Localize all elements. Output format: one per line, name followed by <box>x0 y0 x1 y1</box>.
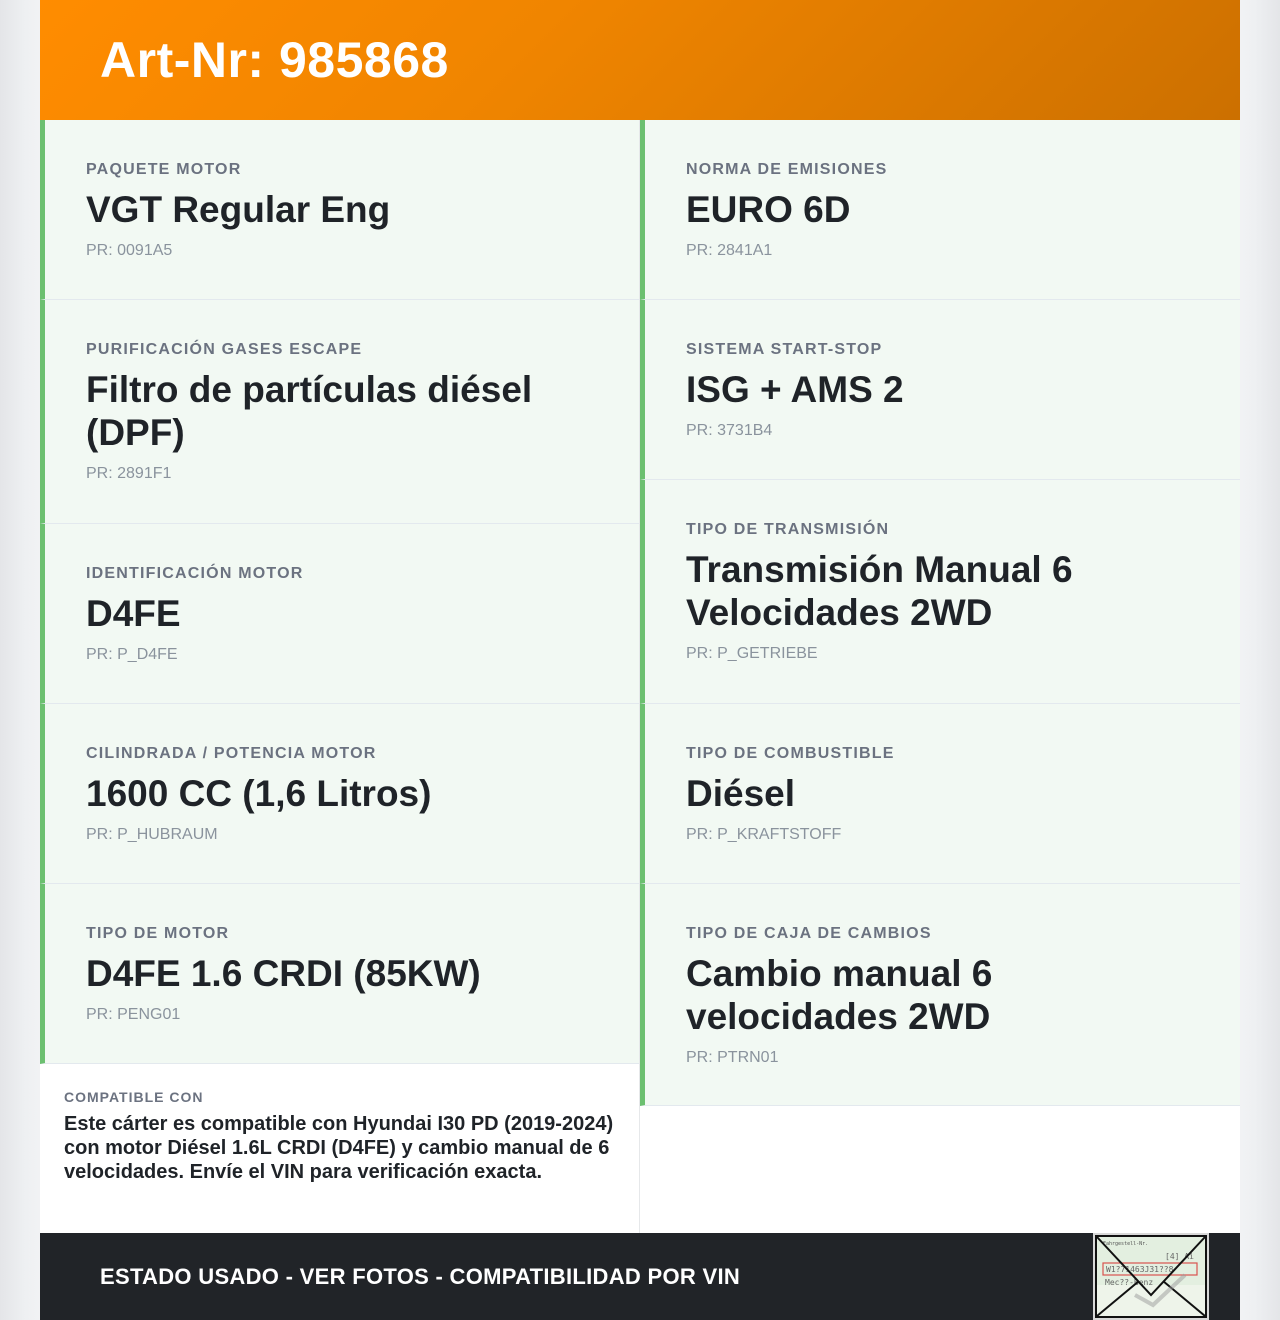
spec-value: ISG + AMS 2 <box>686 369 904 410</box>
spec-pr-code: PR: P_HUBRAUM <box>86 826 218 843</box>
spec-card-transmission-type <box>640 480 1240 704</box>
spec-card-start-stop <box>640 300 1240 480</box>
spec-pr-code: PR: P_KRAFTSTOFF <box>686 826 842 843</box>
header-banner <box>40 0 1240 120</box>
spec-pr-code: PR: 0091A5 <box>86 242 173 259</box>
svg-text:Fahrgestell-Nr.: Fahrgestell-Nr. <box>1103 1241 1149 1247</box>
spec-grid <box>40 120 1240 1234</box>
article-number-title: Art-Nr: 985868 <box>100 32 449 88</box>
spec-pr-code: PR: PTRN01 <box>686 1049 779 1066</box>
spec-value: VGT Regular Eng <box>86 189 391 230</box>
spec-pr-code: PR: 2841A1 <box>686 242 773 259</box>
spec-label: NORMA DE EMISIONES <box>686 161 888 178</box>
spec-value: EURO 6D <box>686 189 851 230</box>
spec-label: SISTEMA START-STOP <box>686 341 883 358</box>
spec-value: Transmisión Manual 6 Velocidades 2WD <box>686 549 1073 633</box>
footer-bar <box>40 1233 1240 1320</box>
spec-label: TIPO DE CAJA DE CAMBIOS <box>686 925 932 942</box>
product-sheet <box>40 0 1240 1320</box>
spec-value: 1600 CC (1,6 Litros) <box>86 773 432 814</box>
svg-text:Mec??-Benz: Mec??-Benz <box>1105 1278 1154 1287</box>
spec-value: Diésel <box>686 773 796 814</box>
envelope-vin-icon[interactable] <box>1093 1233 1209 1320</box>
svg-text:[4] Ai: [4] Ai <box>1165 1252 1194 1261</box>
compatibility-text: Este cárter es compatible con Hyundai I30 PD (2019-2024) con motor Diésel 1.6L CRDI (D4FE) y cambio manual de 6 velocidades. Envíe el VIN para verificación exacta. <box>64 1113 614 1183</box>
spec-label: PAQUETE MOTOR <box>86 161 242 178</box>
spec-pr-code: PR: 3731B4 <box>686 422 773 439</box>
svg-text:W1?71463J31??8: W1?71463J31??8 <box>1106 1265 1174 1274</box>
spec-label: PURIFICACIÓN GASES ESCAPE <box>86 341 363 358</box>
spec-card-engine-type <box>40 884 639 1064</box>
spec-column-left <box>40 120 640 1234</box>
spec-card-fuel-type <box>640 704 1240 884</box>
spec-value: D4FE 1.6 CRDI (85KW) <box>86 953 481 994</box>
spec-label: TIPO DE TRANSMISIÓN <box>686 521 890 538</box>
spec-card-engine-package <box>40 120 639 300</box>
spec-label: TIPO DE MOTOR <box>86 925 230 942</box>
spec-card-engine-id <box>40 524 639 704</box>
compatibility-label: COMPATIBLE CON <box>64 1089 204 1105</box>
spec-pr-code: PR: PENG01 <box>86 1006 181 1023</box>
spec-card-displacement <box>40 704 639 884</box>
spec-value: Cambio manual 6 velocidades 2WD <box>686 953 993 1037</box>
spec-pr-code: PR: P_GETRIEBE <box>686 645 818 662</box>
spec-label: CILINDRADA / POTENCIA MOTOR <box>86 745 377 762</box>
spec-card-gearbox-type <box>640 884 1240 1106</box>
spec-pr-code: PR: P_D4FE <box>86 646 178 663</box>
spec-column-right <box>640 120 1240 1234</box>
spec-value: Filtro de partículas diésel (DPF) <box>86 369 533 453</box>
footer-status-text: ESTADO USADO - VER FOTOS - COMPATIBILIDAD POR VIN <box>100 1263 741 1289</box>
spec-label: IDENTIFICACIÓN MOTOR <box>86 565 304 582</box>
spec-card-exhaust-purification <box>40 300 639 524</box>
compatibility-section <box>40 1064 639 1234</box>
spec-card-emission-standard <box>640 120 1240 300</box>
spec-label: TIPO DE COMBUSTIBLE <box>686 745 895 762</box>
spec-value: D4FE <box>86 593 181 634</box>
spec-pr-code: PR: 2891F1 <box>86 465 172 482</box>
